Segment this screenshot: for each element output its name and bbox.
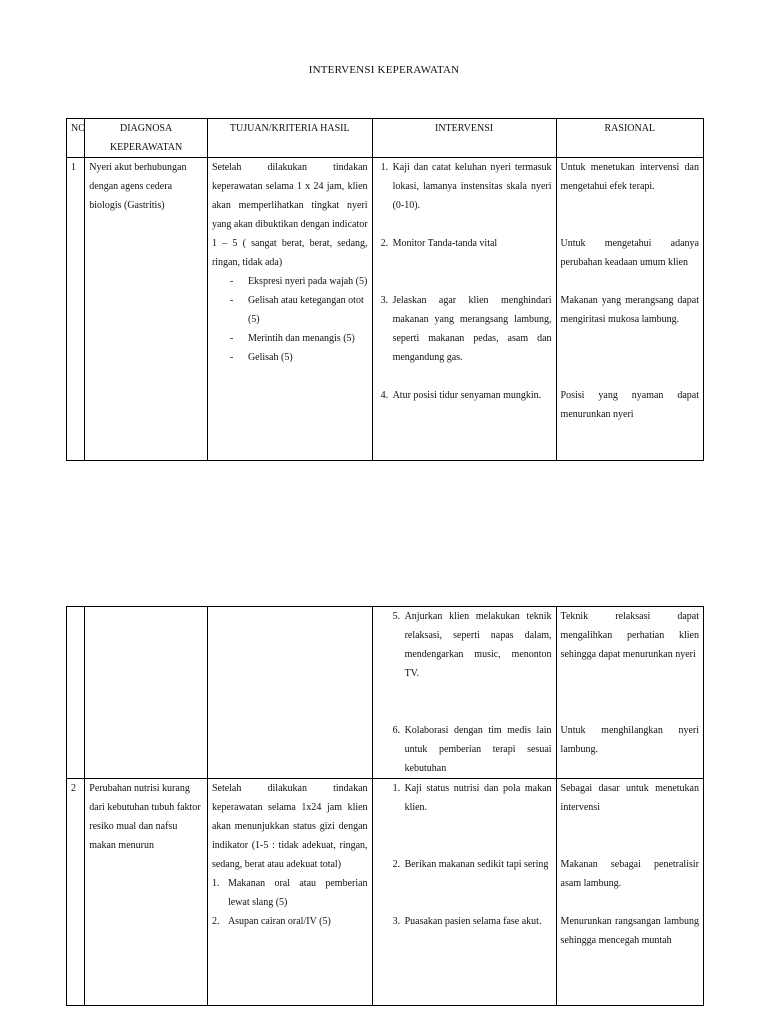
row1-intervensi bbox=[372, 158, 556, 461]
rationale-item: Sebagai dasar untuk menetukan intervensi bbox=[560, 783, 699, 813]
row2-intervensi bbox=[372, 779, 556, 1006]
list-item: - Merintih dan menangis (5) bbox=[212, 329, 368, 348]
rationale-item: Posisi yang nyaman dapat menurunkan nyeri bbox=[560, 390, 699, 420]
row2-tujuan bbox=[207, 779, 372, 1006]
page-title: INTERVENSI KEPERAWATAN bbox=[308, 64, 460, 76]
row1-cont-rasional bbox=[556, 607, 703, 779]
list-item: 2. Asupan cairan oral/IV (5) bbox=[211, 916, 331, 927]
row1-tujuan-list bbox=[212, 272, 368, 367]
row1-rasional bbox=[556, 158, 703, 461]
table-row bbox=[67, 158, 704, 461]
header-tujuan: TUJUAN/KRITERIA HASIL bbox=[207, 119, 372, 158]
rationale-item: Makanan yang merangsang dapat mengiritasi mukosa lambung. bbox=[560, 295, 699, 325]
header-no: NO bbox=[67, 119, 85, 158]
row1-cont-no bbox=[67, 607, 85, 779]
header-diagnosa: DIAGNOSA KEPERAWATAN bbox=[85, 119, 208, 158]
header-intervensi: INTERVENSI bbox=[372, 119, 556, 158]
intervention-item: 2. Berikan makanan sedikit tapi sering bbox=[392, 859, 549, 870]
row1-no: 1 bbox=[67, 158, 85, 461]
intervention-item: 5. Anjurkan klien melakukan teknik relaksasi, seperti napas dalam, mendengarkan music, menonton TV. bbox=[392, 611, 552, 679]
intervention-item: 1. Kaji status nutrisi dan pola makan klien. bbox=[392, 783, 552, 813]
list-item: - Gelisah (5) bbox=[212, 348, 368, 367]
row2-rasional bbox=[556, 779, 703, 1006]
intervention-item: 4. Atur posisi tidur senyaman mungkin. bbox=[380, 390, 542, 401]
row2-tujuan-intro: Setelah dilakukan tindakan keperawatan selama 1x24 jam klien akan menunjukkan status gizi dengan indikator (1-5 : tidak adekuat, ringan, sedang, berat atau adekuat total) bbox=[211, 783, 368, 870]
row1-cont-intervensi bbox=[372, 607, 556, 779]
intervention-item: 1. Kaji dan catat keluhan nyeri termasuk lokasi, lamanya instensitas skala nyeri (0-10). bbox=[380, 162, 552, 211]
row2-diagnosa: Perubahan nutrisi kurang dari kebutuhan tubuh faktor resiko mual dan nafsu makan menurun bbox=[85, 779, 208, 1006]
intervention-item: 6. Kolaborasi dengan tim medis lain untuk pemberian terapi sesuai kebutuhan bbox=[392, 725, 552, 774]
rationale-item: Menurunkan rangsangan lambung sehingga mencegah muntah bbox=[560, 916, 699, 946]
rationale-item: Makanan sebagai penetralisir asam lambung. bbox=[560, 859, 699, 889]
rationale-item: Untuk menetukan intervensi dan mengetahui efek terapi. bbox=[560, 162, 699, 192]
table-header-row bbox=[67, 119, 704, 158]
row1-cont-tujuan bbox=[207, 607, 372, 779]
list-item: - Ekspresi nyeri pada wajah (5) bbox=[212, 272, 368, 291]
row1-tujuan bbox=[207, 158, 372, 461]
nursing-intervention-table bbox=[66, 118, 704, 461]
nursing-intervention-table-continued bbox=[66, 606, 704, 1006]
rationale-item: Untuk menghilangkan nyeri lambung. bbox=[560, 725, 699, 755]
table-row bbox=[67, 779, 704, 1006]
header-rasional: RASIONAL bbox=[556, 119, 703, 158]
rationale-item: Teknik relaksasi dapat mengalihkan perhatian klien sehingga dapat menurunkan nyeri bbox=[560, 611, 699, 660]
list-item: - Gelisah atau ketegangan otot (5) bbox=[212, 291, 368, 329]
list-item: 1. Makanan oral atau pemberian lewat slang (5) bbox=[211, 878, 368, 908]
row1-cont-diagnosa bbox=[85, 607, 208, 779]
rationale-item: Untuk mengetahui adanya perubahan keadaan umum klien bbox=[560, 238, 699, 268]
row2-no: 2 bbox=[67, 779, 85, 1006]
intervention-item: 3. Puasakan pasien selama fase akut. bbox=[392, 916, 542, 927]
intervention-item: 2. Monitor Tanda-tanda vital bbox=[380, 238, 498, 249]
intervention-item: 3. Jelaskan agar klien menghindari makanan yang merangsang lambung, seperti makanan pedas, asam dan mengandung gas. bbox=[380, 295, 552, 363]
row1-tujuan-intro: Setelah dilakukan tindakan keperawatan selama 1 x 24 jam, klien akan memperlihatkan tingkat nyeri yang akan dibuktikan dengan indicator 1 – 5 ( sangat berat, berat, sedang, ringan, tidak ada) bbox=[211, 162, 368, 268]
row1-diagnosa: Nyeri akut berhubungan dengan agens cedera biologis (Gastritis) bbox=[85, 158, 208, 461]
table-row bbox=[67, 607, 704, 779]
